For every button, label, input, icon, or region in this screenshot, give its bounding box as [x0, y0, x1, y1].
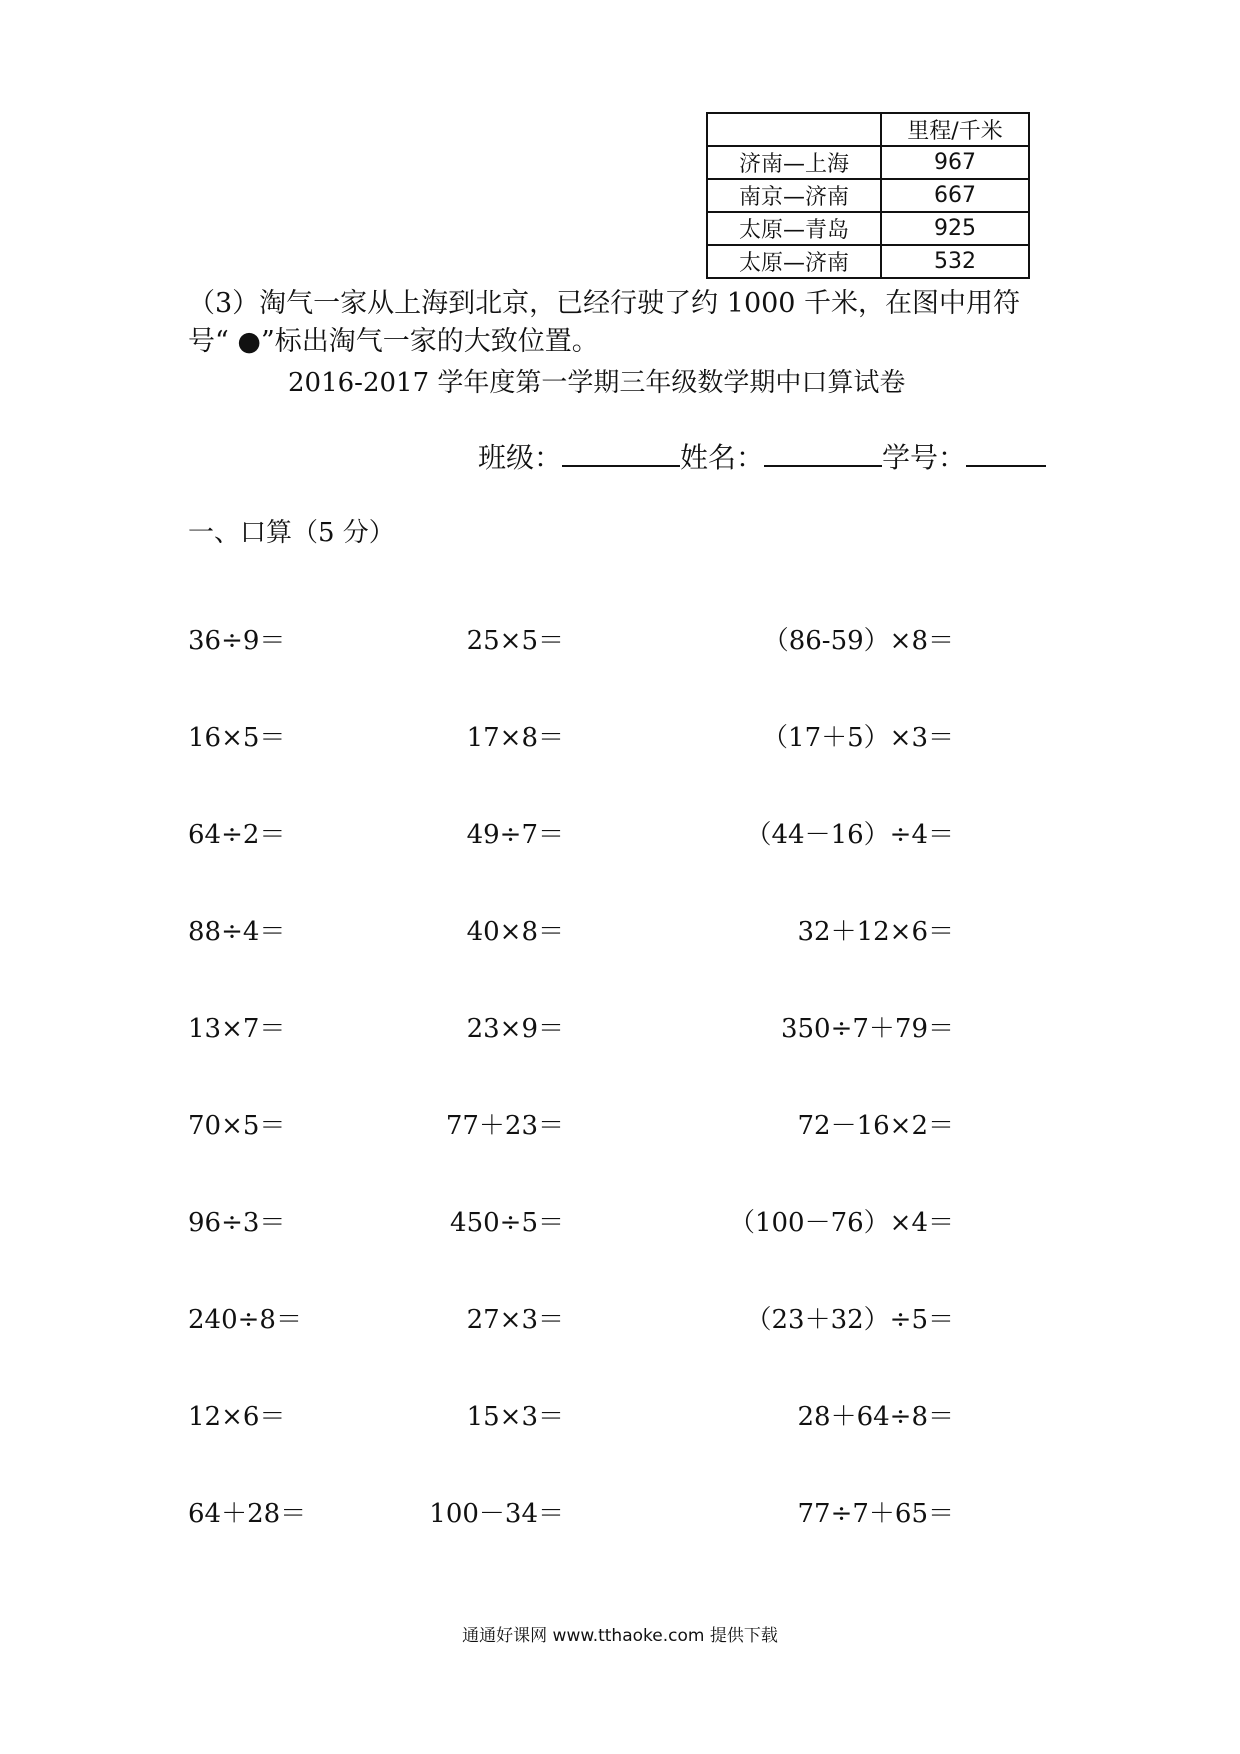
problem: 12×6＝ [188, 1402, 286, 1432]
problem: 100－34＝ [429, 1499, 564, 1529]
problem: 16×5＝ [188, 723, 286, 753]
problem: 77＋23＝ [445, 1111, 564, 1141]
distance-cell: 532 [881, 245, 1029, 278]
problem-row [0, 1396, 1240, 1436]
problem-row [0, 1202, 1240, 1242]
footer-watermark: 通通好课网 www.tthaoke.com 提供下载 [462, 1626, 778, 1646]
number-label: 学号： [882, 441, 967, 474]
question-3 [188, 285, 1058, 361]
problem: （86-59）×8＝ [762, 626, 954, 656]
problem: 240÷8＝ [188, 1305, 302, 1335]
table-header-distance: 里程/千米 [881, 113, 1029, 146]
route-cell: 太原—济南 [707, 245, 881, 278]
problem-row [0, 1105, 1240, 1145]
problem: 72－16×2＝ [797, 1111, 954, 1141]
name-blank[interactable] [764, 439, 882, 467]
distance-cell: 667 [881, 179, 1029, 212]
problem: 15×3＝ [466, 1402, 564, 1432]
problem: 96÷3＝ [188, 1208, 286, 1238]
problem: 27×3＝ [466, 1305, 564, 1335]
table-row [707, 212, 1029, 245]
class-blank[interactable] [562, 439, 680, 467]
problem-row [0, 717, 1240, 757]
problem: 64÷2＝ [188, 820, 286, 850]
table-header-row [707, 113, 1029, 146]
problem: 450÷5＝ [450, 1208, 564, 1238]
problem: 13×7＝ [188, 1014, 286, 1044]
problem-row [0, 1493, 1240, 1533]
problem: （100－76）×4＝ [728, 1208, 954, 1238]
route-cell: 济南—上海 [707, 146, 881, 179]
problem: 23×9＝ [466, 1014, 564, 1044]
route-cell: 南京—济南 [707, 179, 881, 212]
question-3-line-2: 号“ ●”标出淘气一家的大致位置。 [188, 326, 599, 357]
table-row [707, 179, 1029, 212]
number-blank[interactable] [966, 439, 1046, 467]
table-row [707, 146, 1029, 179]
distance-cell: 925 [881, 212, 1029, 245]
problem: 25×5＝ [466, 626, 564, 656]
problem: 350÷7＋79＝ [780, 1014, 954, 1044]
problem: 88÷4＝ [188, 917, 286, 947]
problem: 28＋64÷8＝ [797, 1402, 954, 1432]
problem-row [0, 814, 1240, 854]
distance-cell: 967 [881, 146, 1029, 179]
student-info [478, 436, 1046, 476]
distance-table [706, 112, 1030, 279]
problem: 77÷7＋65＝ [797, 1499, 954, 1529]
problem-row [0, 1299, 1240, 1339]
problem: （17＋5）×3＝ [762, 723, 954, 753]
exam-title: 2016-2017 学年度第一学期三年级数学期中口算试卷 [288, 368, 906, 398]
question-3-line-1: （3）淘气一家从上海到北京，已经行驶了约 1000 千米，在图中用符 [188, 288, 1021, 319]
problem: 36÷9＝ [188, 626, 286, 656]
table-header-empty [707, 113, 881, 146]
problem-row [0, 620, 1240, 660]
table-row [707, 245, 1029, 278]
problem-row [0, 1008, 1240, 1048]
name-label: 姓名： [680, 441, 765, 474]
section-heading: 一、口算（5 分） [188, 518, 395, 548]
class-label: 班级： [478, 441, 563, 474]
problem: 64＋28＝ [188, 1499, 307, 1529]
problem: （23＋32）÷5＝ [745, 1305, 954, 1335]
problem: （44－16）÷4＝ [745, 820, 954, 850]
problem: 40×8＝ [466, 917, 564, 947]
route-cell: 太原—青岛 [707, 212, 881, 245]
problem: 17×8＝ [466, 723, 564, 753]
problem: 49÷7＝ [466, 820, 564, 850]
problem-row [0, 911, 1240, 951]
problem: 70×5＝ [188, 1111, 286, 1141]
problem: 32＋12×6＝ [797, 917, 954, 947]
